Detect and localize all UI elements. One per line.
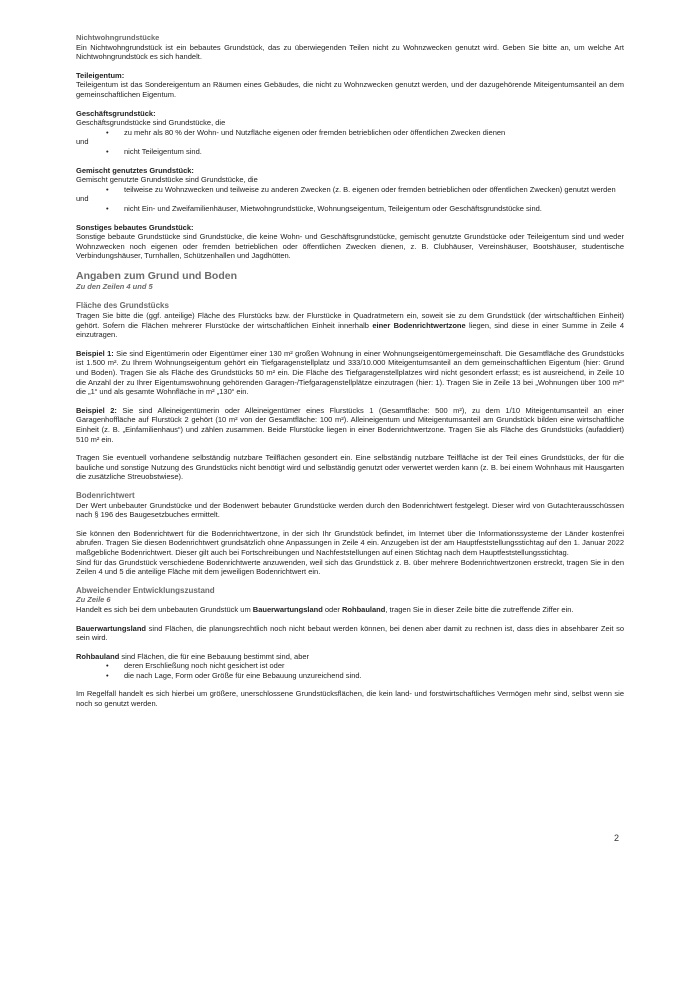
bullet-list bbox=[76, 185, 624, 195]
list-item: • zu mehr als 80 % der Wohn- und Nutzfläche eigenen oder fremden betrieblichen oder öffentlichen Zwecken dienen bbox=[106, 127, 506, 137]
list-item: • nicht Ein- und Zweifamilienhäuser, Mietwohngrundstücke, Wohnungseigentum, Teileigentum oder Geschäftsgrundstücke sind. bbox=[106, 203, 542, 213]
bullet-icon: • bbox=[106, 670, 109, 680]
section-nichtwohngrundstuecke bbox=[76, 33, 624, 62]
section-text: Der Wert unbebauter Grundstücke und der Bodenwert bebauter Grundstücke werden durch den Bodenrichtwert festgelegt. Dieser wird von Gutachterausschüssen nach § 196 des Baugesetzbuches ermittelt. bbox=[76, 500, 624, 520]
example-label: Beispiel 1: bbox=[76, 348, 114, 358]
subheading-angaben: Zu den Zeilen 4 und 5 bbox=[76, 281, 153, 291]
section-intro: Gemischt genutzte Grundstücke sind Grundstücke, die bbox=[76, 175, 258, 185]
section-title: Abweichender Entwicklungszustand bbox=[76, 585, 215, 595]
heading-angaben: Angaben zum Grund und Boden bbox=[76, 269, 237, 282]
section-teilflaechen bbox=[76, 453, 624, 482]
section-title: Geschäftsgrundstück: bbox=[76, 108, 156, 118]
section-geschaeftsgrundstueck bbox=[76, 109, 624, 157]
section-text: Teileigentum ist das Sondereigentum an Räumen eines Gebäudes, die nicht zu Wohnzwecken genutzt werden, und der dazugehörende Miteigentumsanteil an dem gemeinschaftlichen Eigentum. bbox=[76, 80, 624, 99]
section-bodenrichtwert-abruf bbox=[76, 529, 624, 577]
bullet-list bbox=[76, 204, 624, 214]
bullet-list bbox=[76, 661, 624, 680]
bullet-icon: • bbox=[106, 146, 109, 156]
bullet-icon: • bbox=[106, 203, 109, 213]
document-page bbox=[76, 33, 624, 718]
list-item: • deren Erschließung noch nicht gesichert ist oder bbox=[106, 661, 285, 671]
section-title: Gemischt genutztes Grundstück: bbox=[76, 165, 194, 175]
section-text: Sie können den Bodenrichtwert für die Bodenrichtwertzone, in der sich Ihr Grundstück befindet, im Internet über die Informationssysteme der Länder kostenfrei abrufen. Tragen Sie diesen Bodenrichtwert grundsätzlich ohne Anpassungen in Zeile 4 ein. Anzugeben ist der am Hauptfeststellungsstichtag auf den 1. Januar 2022 maßgebliche Bodenrichtwert. Dieser gilt auch bei Fortschreibungen und Nachfeststellungen auf einen Stichtag nach dem Hauptfeststellungsstichtag. bbox=[76, 528, 624, 557]
section-sonstiges bbox=[76, 223, 624, 261]
bullet-icon: • bbox=[106, 184, 109, 194]
section-text: Ein Nichtwohngrundstück ist ein bebautes Grundstück, das zu überwiegenden Teilen nicht zu Wohnzwecken genutzt wird. Geben Sie bitte an, um welche Art Nichtwohngrundstück es sich handelt. bbox=[76, 42, 624, 62]
section-gemischt-genutzt bbox=[76, 166, 624, 214]
example-1: Beispiel 1: Sie sind Eigentümerin oder Eigentümer einer 130 m² großen Wohnung in einer Wohnungseigentümergemeinschaft. Die Gesamtfläche des Grundstücks ist 1.500 m². Zu Ihrem Wohnungseigentum gehört ein Tiefgaragenstellplatz und 333/10.000 Miteigentumsanteil an dem gemeinschaftlichen Eigentum (hier: Grund und Boden). Tragen Sie als Fläche des Grundstücks 50 m² ein. Die Fläche des Tiefgaragenstellplatzes wird nicht gesondert erfasst; es ist ausreichend, in Zeile 10 die Anzahl der zu Ihrer Eigentumswohnung gehörenden Garagen-/Tiefgaragenstellplätze einzutragen (hier: 1). Tragen Sie in Zeile 13 bei „Wohnungen über 100 m²“ die „1“ und als gesamte Wohnfläche in m² „130“ ein. bbox=[76, 348, 624, 397]
list-item: • die nach Lage, Form oder Größe für eine Bebauung unzureichend sind. bbox=[106, 670, 362, 680]
bullet-list bbox=[76, 147, 624, 157]
section-rohbauland: Rohbauland sind Flächen, die für eine Bebauung bestimmt sind, aber • deren Erschließung noch nicht gesichert ist oder • die nach Lage, Form oder Größe für eine Bebauung unzureichend sind. bbox=[76, 652, 624, 681]
section-text: Handelt es sich bei dem unbebauten Grundstück um Bauerwartungsland oder Rohbauland, tragen Sie in dieser Zeile bitte die zutreffende Ziffer ein. bbox=[76, 604, 574, 614]
bullet-list bbox=[76, 128, 624, 138]
section-text: Tragen Sie eventuell vorhandene selbständig nutzbare Teilflächen gesondert ein. Eine selbständig nutzbare Teilfläche ist der Teil eines Grundstücks, der für die bauliche und sonstige Nutzung des Grundstücks nicht benötigt wird und selbständig genutzt oder verwertet werden kann (z. B. bei einem Wohnhaus mit Hausgarten die zusätzliche Streuobstwiese). bbox=[76, 453, 624, 482]
section-title: Sonstiges bebautes Grundstück: bbox=[76, 222, 194, 232]
page-number: 2 bbox=[614, 833, 620, 843]
section-text: Im Regelfall handelt es sich hierbei um größere, unerschlossene Grundstücksflächen, die kein land- und forstwirtschaftliches Vermögen mehr sind, selbst wenn sie noch so genutzt werden. bbox=[76, 689, 624, 709]
section-text: Sind für das Grundstück verschiedene Bodenrichtwerte anzuwenden, weil sich das Grundstück z. B. über mehrere Bodenrichtwertzonen erstreckt, tragen Sie in den Zeilen 4 und 5 die anteilige Fläche mit dem jeweiligen Bodenrichtwert ein. bbox=[76, 557, 624, 577]
bullet-icon: • bbox=[106, 127, 109, 137]
example-2: Beispiel 2: Sie sind Alleineigentümerin oder Alleineigentümer eines Flurstücks 1 (Gesamtfläche: 500 m²), zu dem 1/10 Miteigentumsanteil an einer Garagenhoffläche auf Flurstück 2 gehört (10 m² von der Gesamtfläche: 100 m²). Alleineigentum und Miteigentumsanteil am Grundstück bilden eine wirtschaftliche Einheit (z. B. „Einfamilienhaus“) und zählen zusammen. Beide Flurstücke liegen in einer Bodenrichtwertzone. Tragen Sie als Fläche des Grundstücks (aufaddiert) 510 m² ein. bbox=[76, 405, 625, 444]
section-title: Nichtwohngrundstücke bbox=[76, 33, 160, 42]
section-title: Bodenrichtwert bbox=[76, 490, 135, 500]
section-intro: Geschäftsgrundstücke sind Grundstücke, die bbox=[76, 118, 226, 128]
section-teileigentum bbox=[76, 71, 624, 100]
section-text: Tragen Sie bitte die (ggf. anteilige) Fläche des Flurstücks bzw. der Flurstücke in Quadratmetern ein, soweit sie zu dem Grundstück (der wirtschaftlichen Einheit) gehört. Sofern die Flächen mehrerer Flurstücke der wirtschaftlichen Einheit innerhalb einer Bodenrichtwertzone liegen, sind diese in einer Summe in Zeile 4 einzutragen. bbox=[76, 311, 624, 340]
section-title: Teileigentum: bbox=[76, 70, 125, 80]
section-bodenrichtwert bbox=[76, 491, 624, 520]
list-item: • nicht Teileigentum sind. bbox=[106, 146, 202, 156]
bullet-icon: • bbox=[106, 661, 109, 671]
connector-text: und bbox=[76, 137, 89, 147]
section-text: Sonstige bebaute Grundstücke sind Grundstücke, die keine Wohn- und Geschäftsgrundstücke, gemischt genutzte Grundstücke oder Teileigentum sind und weder Wohnzwecken noch eigenen oder fremden betrieblichen oder öffentlichen Zwecken dienen, z. B. Clubhäuser, Vereinshäuser, Bootshäuser, studentische Verbindungshäuser, Turnhallen, Schützenhallen und Jagdhütten. bbox=[76, 232, 624, 261]
section-regelfall bbox=[76, 689, 624, 708]
section-bauerwartungsland: Bauerwartungsland sind Flächen, die planungsrechtlich noch nicht bebaut werden können, bei denen aber damit zu rechnen ist, dass dies in absehbarer Zeit so sein wird. bbox=[76, 623, 624, 643]
connector-text: und bbox=[76, 194, 89, 204]
section-abweichend bbox=[76, 586, 624, 615]
section-title: Fläche des Grundstücks bbox=[76, 301, 169, 311]
list-item: • teilweise zu Wohnzwecken und teilweise zu anderen Zwecken (z. B. eigenen oder fremden betrieblichen oder öffentlichen Zwecken) genutzt werden bbox=[106, 184, 616, 194]
section-subtitle: Zu Zeile 6 bbox=[76, 595, 111, 605]
example-label: Beispiel 2: bbox=[76, 405, 117, 415]
section-flaeche bbox=[76, 301, 624, 339]
